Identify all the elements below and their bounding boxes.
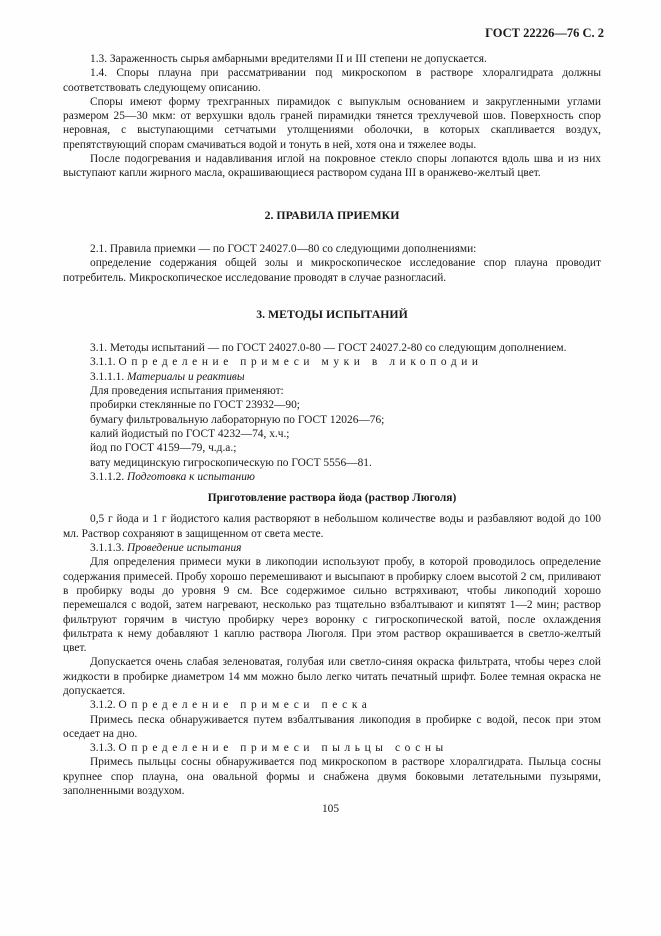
paragraph-spores: Споры имеют форму трехгранных пирамидок с выпуклым основанием и закругленными углами размером 25—30 мкм: от верхушки вдоль граней пирамидки тянется трехлучевой шов. Поверхность спор неровная, с выступающими сетчатыми утолщениями оболочки, в которых скапливается воздух, препятствующий спорам смачиваться водой и тонуть в ней, хотя она и тяжелее воды. — [63, 95, 601, 151]
heading-3-1-1-1 — [63, 370, 601, 384]
heading-3-1-1-text: Определение примеси муки в ликоподии — [118, 356, 483, 369]
document-body — [63, 52, 601, 798]
paragraph-2-1-cont: определение содержания общей золы и микроскопическое исследование спор плауна проводит потребитель. Микроскопическое исследование проводят в случае разногласий. — [63, 257, 601, 284]
heading-3-1-1-2-number: 3.1.1.2. — [90, 470, 125, 483]
material-item: йод по ГОСТ 4159—79, ч.д.а.; — [90, 442, 237, 455]
lugol-subtitle: Приготовление раствора йода (раствор Люголя) — [207, 492, 457, 505]
heading-3-1-1-1-text: Материалы и реактивы — [127, 370, 245, 383]
heading-3-1-1-1-number: 3.1.1.1. — [90, 370, 125, 383]
paragraph-pollen: Примесь пыльцы сосны обнаруживается под микроскопом в растворе хлоралгидрата. Пыльца сосны крупнее спор плауна, она овальной формы и снабжена двумя боковыми летательными пузырями, заполненными воздухом. — [63, 756, 601, 798]
material-item: вату медицинскую гигроскопическую по ГОСТ 5556—81. — [90, 456, 372, 469]
heading-3-1-1-number: 3.1.1. — [90, 356, 116, 369]
heading-3-1-1-3-number: 3.1.1.3. — [90, 542, 125, 555]
heading-3-1-2 — [63, 698, 601, 712]
material-item: бумагу фильтровальную лабораторную по ГОСТ 12026—76; — [90, 413, 385, 426]
heading-3-1-3-number: 3.1.3. — [90, 742, 116, 755]
heading-3-1-2-text: Определение примеси песка — [118, 699, 372, 712]
paragraph-1-4: 1.4. Споры плауна при рассматривании под микроскопом в растворе хлоралгидрата должны соответствовать следующему описанию. — [63, 67, 601, 94]
paragraph-3-1: 3.1. Методы испытаний — по ГОСТ 24027.0-80 — ГОСТ 24027.2-80 со следующим дополнением. — [90, 342, 567, 355]
paragraph-sand: Примесь песка обнаруживается путем взбалтывания ликоподия в пробирке с водой, песок при этом оседает на дно. — [63, 713, 601, 740]
section-2-title: 2. ПРАВИЛА ПРИЕМКИ — [264, 207, 400, 222]
page-number: 105 — [321, 803, 340, 815]
paragraph-2-1: 2.1. Правила приемки — по ГОСТ 24027.0—80 со следующими дополнениями: — [90, 242, 477, 255]
material-item: пробирки стеклянные по ГОСТ 23932—90; — [90, 399, 300, 412]
heading-3-1-1-3-text: Проведение испытания — [127, 542, 242, 555]
section-3-title: 3. МЕТОДЫ ИСПЫТАНИЙ — [256, 306, 408, 321]
heading-3-1-2-number: 3.1.2. — [90, 699, 116, 712]
paragraph-apply: Для проведения испытания применяют: — [90, 385, 284, 398]
heading-3-1-1 — [63, 355, 601, 369]
heading-3-1-1-3 — [63, 541, 601, 555]
paragraph-heating: После подогревания и надавливания иглой на покровное стекло споры лопаются вдоль шва и из них выступают капли жирного масла, окрашивающиеся раствором судана III в оранжево-желтый цвет. — [63, 153, 601, 180]
paragraph-allow: Допускается очень слабая зеленоватая, голубая или светло-синяя окраска фильтрата, чтобы через слой жидкости в пробирке диаметром 14 мм можно было легко читать печатный шрифт. Более темная окраска не допускается. — [63, 656, 601, 697]
page-header: ГОСТ 22226—76 С. 2 — [485, 26, 604, 40]
paragraph-test: Для определения примеси муки в ликоподии используют пробу, в которой проводилось определение содержания примесей. Пробу хорошо перемешивают и высыпают в пробирку слоем высотой 2 см, приливают в пробирку воды до уровня 9 см. Все содержимое сильно встряхивают, чтобы ликоподий хорошо перемешался с водой, затем нагревают, несколько раз тщательно взбалтывают и кипятят 1—2 мин; раствор фильтруют горячим в чистую пробирку через воронку с гигроскопической ватой, после охлаждения фильтрата к нему добавляют 1 каплю раствора Люголя. При этом раствор окрашивается в светло-желтый цвет. — [63, 556, 601, 655]
heading-3-1-1-2 — [63, 470, 601, 484]
heading-3-1-3-text: Определение примеси пыльцы сосны — [118, 742, 448, 755]
paragraph-1-3: 1.3. Зараженность сырья амбарными вредителями II и III степени не допускается. — [90, 53, 487, 65]
paragraph-lugol: 0,5 г йода и 1 г йодистого калия растворяют в небольшом количестве воды и разбавляют водой до 100 мл. Раствор сохраняют в защищенном от света месте. — [63, 513, 601, 540]
material-item: калий йодистый по ГОСТ 4232—74, х.ч.; — [90, 427, 290, 440]
heading-3-1-1-2-text: Подготовка к испытанию — [127, 470, 255, 483]
heading-3-1-3 — [63, 741, 601, 755]
